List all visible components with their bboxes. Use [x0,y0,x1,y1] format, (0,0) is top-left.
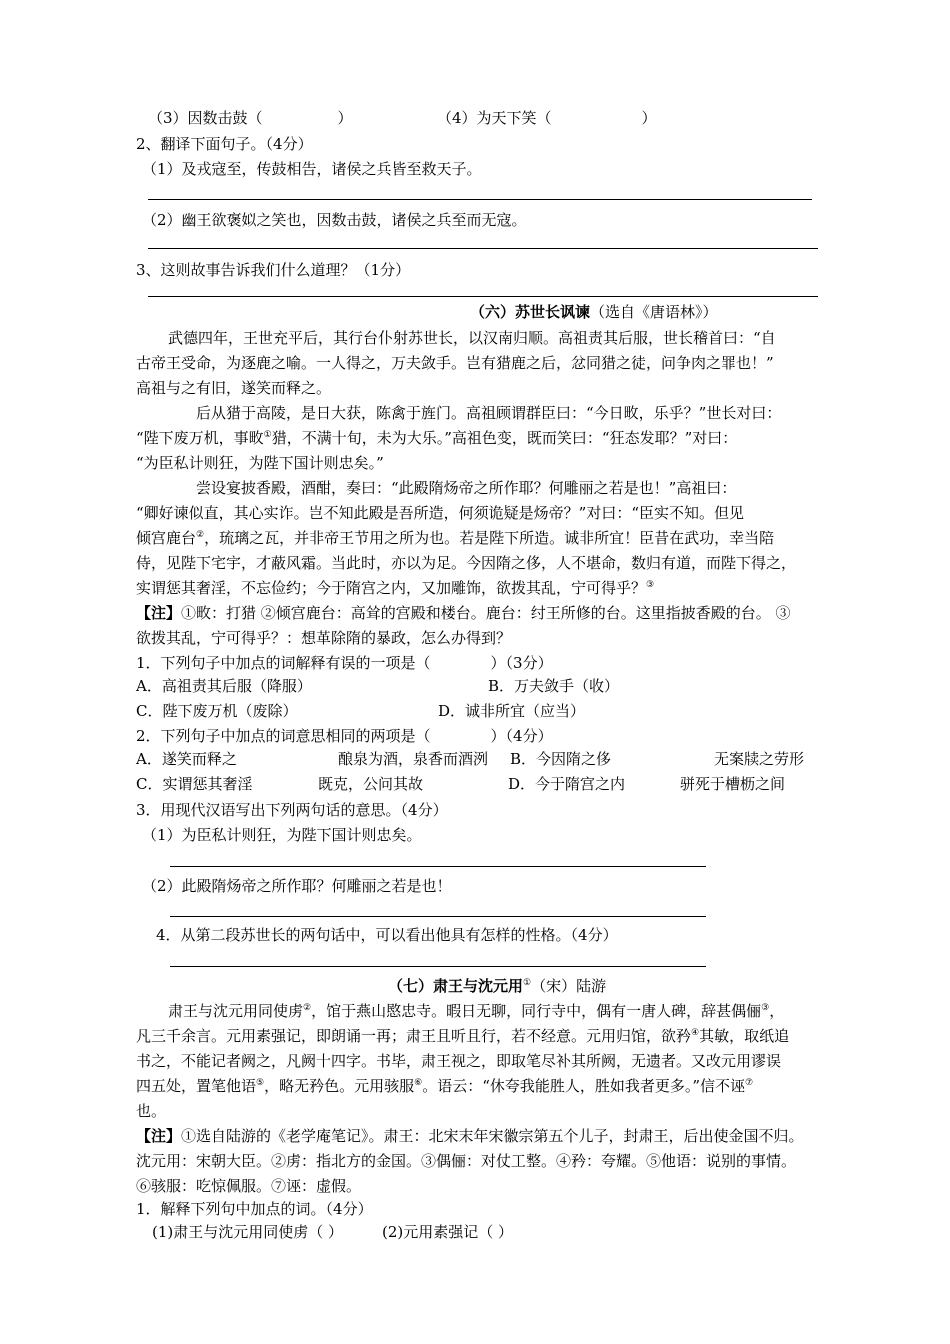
sec6-text: 实谓惩其奢淫，不忘俭约；今于隋宫之内，又加雕饰，欲拨其乱，宁可得乎？ [136,579,647,597]
sec6-para-line: 古帝王受命，为逐鹿之喻。一人得之，万夫敛手。岂有猎鹿之后，忿同猎之徒，问争肉之罪也！” [136,354,774,372]
sec7-text: 其敏，取纸追 [699,1027,790,1045]
answer-line [170,966,706,967]
sec6-para-line [136,578,654,598]
sec6-para-line: 侍，见陛下宅宇，才蔽风霜。当此时，亦以为足。今因隋之侈，人不堪命，数归有道，而陛下得之， [136,554,797,572]
footnote-marker: ② [196,530,205,540]
sec6-text: 猎，不满十旬，未为大乐。”高祖色变，既而笑曰：“狂态发耶？”对曰： [271,429,738,447]
sec7-heading [388,976,606,996]
footnote-marker: ⑥ [414,1078,423,1088]
sec6-text: “陛下废万机，事畋 [136,429,264,447]
sec7-text: ， [769,1002,785,1020]
sec6-q2-opt: B．今因隋之侈 [510,750,612,768]
sec7-para-line [168,1001,784,1021]
sec7-note-line [136,1126,804,1146]
sec6-text: ，琉璃之瓦，并非帝王节用之所为也。若是陛下所造。诚非所宜！臣昔在武功，幸当陪 [204,529,775,547]
sec6-q3-s2: （2）此殿隋炀帝之所作耶？何雕丽之若是也！ [142,877,452,895]
footnote-marker: ⑦ [745,1078,754,1088]
sec6-q2-opt: 骈死于槽枥之间 [680,775,786,793]
footnote-marker: ① [523,978,532,988]
sec7-note-text: ①选自陆游的《老学庵笔记》。肃王：北宋末年宋徽宗第五个儿子，封肃王，后出使金国不归。 [181,1127,804,1145]
sec5-q1-item4: （4）为天下笑（ ） [437,109,657,127]
sec5-q1-item3: （3）因数击鼓（ ） [148,109,353,127]
sec6-q2-opt: 酿泉为酒，泉香而酒洌 [338,750,489,768]
note-label: 【注】 [136,1127,182,1145]
sec6-para-line: 武德四年，王世充平后，其行台仆射苏世长，以汉南归顺。高祖责其后服，世长稽首曰：“自 [168,329,776,347]
sec5-q2-s1: （1）及戎寇至，传鼓相告，诸侯之兵皆至救天子。 [142,160,482,178]
sec6-q2-opt: D．今于隋宫之内 [508,775,626,793]
sec5-q2-s2: （2）幽王欲褒姒之笑也，因数击鼓，诸侯之兵至而无寇。 [142,211,527,229]
sec6-q1-opt-a: A．高祖责其后服（降服） [136,677,312,695]
sec6-q3-s1: （1）为臣私计则狂，为陛下国计则忠矣。 [142,826,422,844]
note-label: 【注】 [136,604,182,622]
sec7-title: （七）肃王与沈元用 [388,977,524,995]
sec7-q1: 1．解释下列句中加点的词。（4分） [136,1200,373,1218]
sec6-para-line: 尝设宴披香殿，酒酣，奏曰：“此殿隋炀帝之所作耶？何雕丽之若是也！”高祖曰： [196,479,737,497]
sec6-q1-opt-b: B．万夫敛手（收） [488,677,620,695]
sec7-text: 凡三千余言。元用素强记，即朗诵一再；肃王且听且行，若不经意。元用归馆，欲矜 [136,1027,692,1045]
sec7-text: ，略无矜色。元用骇服 [264,1077,415,1095]
sec6-q1: 1．下列句子中加点的词解释有误的一项是（ ）（3分） [136,654,553,672]
sec7-author: （宋）陆游 [531,977,607,995]
sec6-q2-opt: C．实谓惩其奢淫 [136,775,253,793]
sec6-para-line: 后从猎于高陵，是日大获，陈禽于旌门。高祖顾谓群臣曰：“今日畋，乐乎？”世长对曰： [196,404,782,422]
footnote-marker: ③ [761,1003,770,1013]
sec6-para-line [136,528,774,548]
sec6-para-line: 高祖与之有旧，遂笑而释之。 [136,379,332,397]
footnote-marker: ② [303,1003,312,1013]
sec7-note-line: 沈元用：宋朝大臣。②虏：指北方的金国。③偶俪：对仗工整。④矜：夸耀。⑤他语：说别的事情。 [136,1152,797,1170]
sec7-para-line: 书之，不能记者阙之，凡阙十四字。书毕，肃王视之，即取笔尽补其所阙，无遗者。又改元用谬误 [136,1052,782,1070]
sec6-para-line: “卿好谏似直，其心实诈。岂不知此殿是吾所造，何须诡疑是炀帝？”对曰：“臣实不知。但见 [136,504,745,522]
sec6-q4: 4．从第二段苏世长的两句话中，可以看出他具有怎样的性格。（4分） [156,926,618,944]
answer-line [148,199,812,200]
sec7-para-line [136,1076,753,1096]
sec6-note-text: ①畋：打猎 ②倾宫鹿台：高耸的宫殿和楼台。鹿台：纣王所修的台。这里指披香殿的台。 ③ [181,604,791,622]
sec5-q3: 3、这则故事告诉我们什么道理？（1分） [136,261,411,279]
answer-line [170,916,706,917]
sec6-title: （六）苏世长讽谏 [470,303,591,321]
sec6-text: 倾宫鹿台 [136,529,197,547]
sec6-heading [470,302,718,322]
answer-line [148,296,818,297]
sec7-para-line [136,1026,789,1046]
sec6-q1-opt-c: C．陛下废万机（废除） [136,702,298,720]
sec6-source: （选自《唐语林》） [590,303,718,321]
sec6-note-line [136,603,791,623]
footnote-marker: ④ [691,1028,700,1038]
sec6-q2: 2．下列句子中加点的词意思相同的两项是（ ）（4分） [136,727,553,745]
sec7-para-line: 也。 [136,1102,167,1120]
sec6-q2-opt: 无案牍之劳形 [714,750,805,768]
sec6-q1-opt-d: D．诚非所宜（应当） [438,702,586,720]
footnote-marker: ① [263,430,272,440]
sec7-q1-item2: (2)元用素强记（ ） [382,1223,514,1241]
answer-line [170,866,706,867]
footnote-marker: ⑤ [256,1078,265,1088]
sec7-q1-item1: (1)肃王与沈元用同使虏（ ） [152,1223,344,1241]
sec5-q2: 2、翻译下面句子。（4分） [136,135,313,153]
sec6-para-line [136,428,737,448]
sec6-note-line: 欲拨其乱，宁可得乎？：想革除隋的暴政，怎么办得到？ [136,629,512,647]
sec7-text: 四五处，置笔他语 [136,1077,257,1095]
sec7-text: 肃王与沈元用同使虏 [168,1002,304,1020]
sec6-q2-opt: 既克，公问其故 [318,775,424,793]
answer-line [148,248,818,249]
sec6-para-line: “为臣私计则狂，为陛下国计则忠矣。” [136,454,384,472]
sec7-note-line: ⑥骇服：吃惊佩服。⑦诬：虚假。 [136,1177,362,1195]
sec7-text: 。语云：“休夸我能胜人，胜如我者更多。”信不诬 [422,1077,746,1095]
sec6-q3: 3．用现代汉语写出下列两句话的意思。（4分） [136,801,448,819]
footnote-marker: ③ [646,580,655,590]
sec6-q2-opt: A．遂笑而释之 [136,750,237,768]
sec7-text: ，馆于燕山愍忠寺。暇日无聊，同行寺中，偶有一唐人碑，辞甚偶俪 [311,1002,762,1020]
